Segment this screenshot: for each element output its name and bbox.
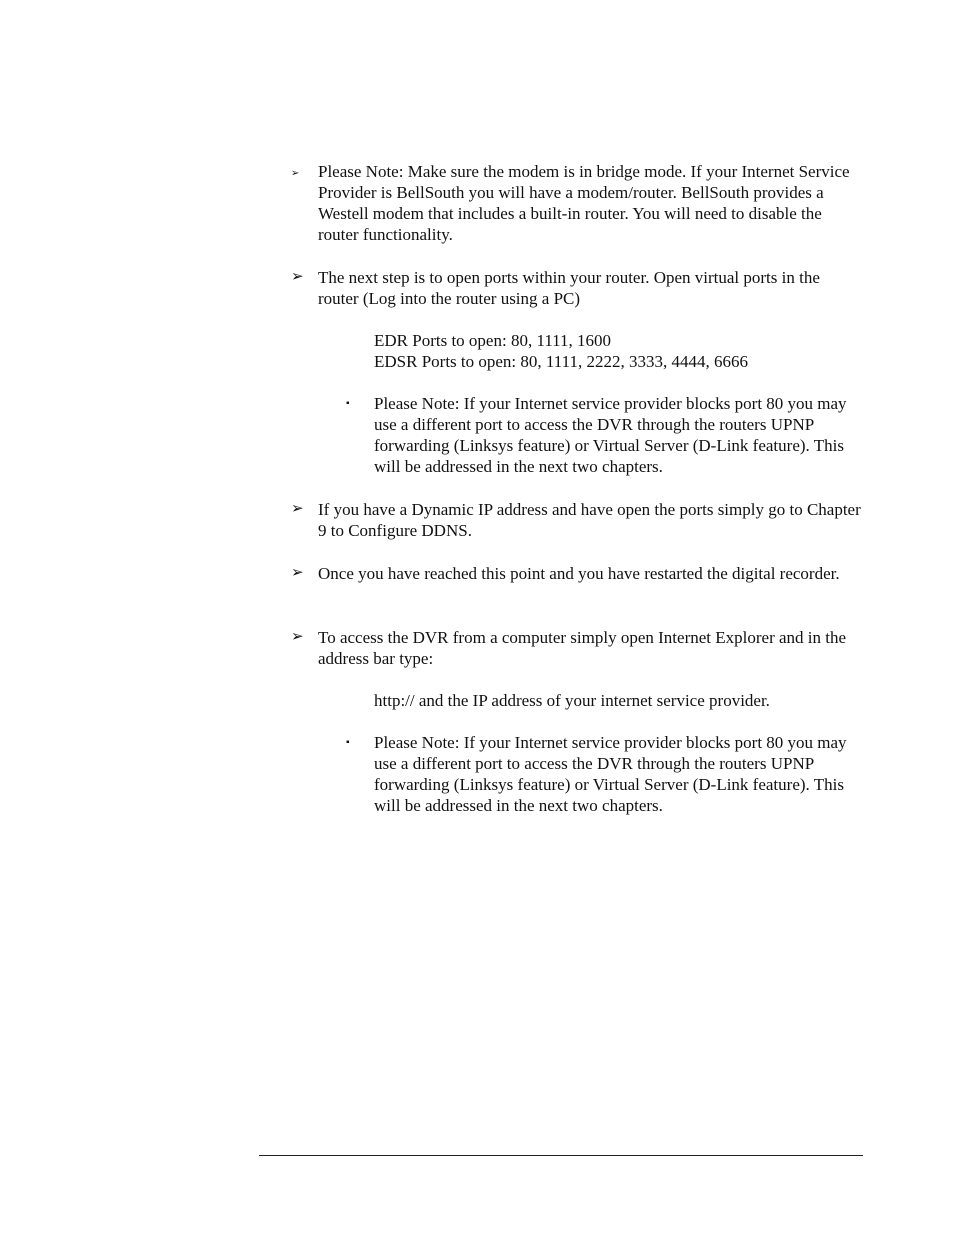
arrow-bullet-icon: ➢ [291, 168, 300, 179]
arrow-bullet-icon: ➢ [291, 501, 304, 517]
note-port-80-first-text: Please Note: If your Internet service provider blocks port 80 you may use a different port to access the DVR through the routers UPNP forwarding (Linksys feature) or Virtual Server (D-Link feature). This will be addressed in the next two chapters. [374, 394, 847, 476]
arrow-bullet-icon: ➢ [291, 269, 304, 285]
edr-ports-text: EDR Ports to open: 80, 1111, 1600 [374, 331, 612, 350]
square-bullet-icon: ▪ [346, 398, 350, 409]
edsr-ports-text: EDSR Ports to open: 80, 1111, 2222, 3333, 4444, 6666 [374, 352, 749, 371]
arrow-bullet-icon: ➢ [291, 565, 304, 581]
note-bridge-mode-text: Please Note: Make sure the modem is in bridge mode. If your Internet Service Provider is BellSouth you will have a modem/router. BellSouth provides a Westell modem that includes a built-in router. You will need to disable the router functionality. [318, 162, 850, 244]
step-open-ports-text: The next step is to open ports within your router. Open virtual ports in the router (Log into the router using a PC) [318, 268, 820, 308]
step-access-dvr-text: To access the DVR from a computer simply open Internet Explorer and in the address bar type: [318, 628, 847, 668]
note-port-80-second-text: Please Note: If your Internet service provider blocks port 80 you may use a different port to access the DVR through the routers UPNP forwarding (Linksys feature) or Virtual Server (D-Link feature). This will be addressed in the next two chapters. [374, 733, 847, 815]
address-instruction-text: http:// and the IP address of your internet service provider. [374, 691, 770, 710]
square-bullet-icon: ▪ [346, 737, 350, 748]
arrow-bullet-icon: ➢ [291, 629, 304, 645]
step-restart-recorder-text: Once you have reached this point and you have restarted the digital recorder. [318, 564, 840, 583]
step-dynamic-ip-text: If you have a Dynamic IP address and have open the ports simply go to Chapter 9 to Configure DDNS. [318, 500, 861, 540]
footer-divider [259, 1155, 863, 1156]
